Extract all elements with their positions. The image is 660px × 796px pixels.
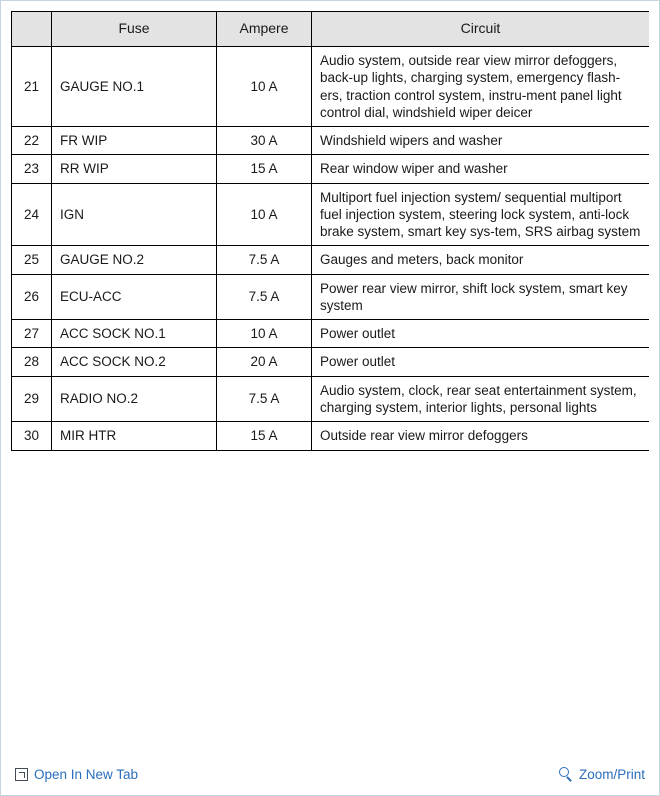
cell-number: 27 <box>12 320 52 348</box>
viewer-footer <box>11 753 649 795</box>
table-body <box>12 47 650 451</box>
cell-number: 21 <box>12 47 52 127</box>
column-header-circuit: Circuit <box>312 12 650 47</box>
cell-ampere: 15 A <box>217 155 312 183</box>
table-row <box>12 320 650 348</box>
cell-number: 24 <box>12 183 52 246</box>
table-row <box>12 274 650 320</box>
cell-number: 29 <box>12 376 52 422</box>
cell-fuse: RADIO NO.2 <box>52 376 217 422</box>
cell-ampere: 10 A <box>217 320 312 348</box>
cell-fuse: MIR HTR <box>52 422 217 450</box>
table-row <box>12 348 650 376</box>
table-row <box>12 246 650 274</box>
cell-number: 22 <box>12 127 52 155</box>
cell-fuse: GAUGE NO.2 <box>52 246 217 274</box>
table-row <box>12 183 650 246</box>
fuse-table-container <box>11 11 649 753</box>
cell-number: 26 <box>12 274 52 320</box>
cell-circuit: Power rear view mirror, shift lock system, smart key system <box>312 274 650 320</box>
cell-fuse: GAUGE NO.1 <box>52 47 217 127</box>
open-in-new-tab-icon <box>15 768 28 781</box>
cell-fuse: RR WIP <box>52 155 217 183</box>
zoom-print-button[interactable] <box>559 767 645 782</box>
cell-fuse: ECU-ACC <box>52 274 217 320</box>
cell-circuit: Audio system, clock, rear seat entertainment system, charging system, interior lights, personal lights <box>312 376 650 422</box>
cell-number: 23 <box>12 155 52 183</box>
table-row <box>12 127 650 155</box>
cell-ampere: 7.5 A <box>217 376 312 422</box>
column-header-ampere: Ampere <box>217 12 312 47</box>
cell-circuit: Power outlet <box>312 348 650 376</box>
cell-circuit: Rear window wiper and washer <box>312 155 650 183</box>
cell-fuse: ACC SOCK NO.2 <box>52 348 217 376</box>
table-row <box>12 422 650 450</box>
table-header <box>12 12 650 47</box>
cell-fuse: FR WIP <box>52 127 217 155</box>
cell-ampere: 10 A <box>217 47 312 127</box>
cell-circuit: Windshield wipers and washer <box>312 127 650 155</box>
open-in-new-tab-button[interactable] <box>15 767 138 782</box>
magnifier-icon <box>559 767 573 781</box>
cell-fuse: IGN <box>52 183 217 246</box>
cell-ampere: 7.5 A <box>217 246 312 274</box>
cell-number: 25 <box>12 246 52 274</box>
cell-circuit: Power outlet <box>312 320 650 348</box>
cell-fuse: ACC SOCK NO.1 <box>52 320 217 348</box>
cell-ampere: 15 A <box>217 422 312 450</box>
zoom-print-label: Zoom/Print <box>578 766 645 782</box>
cell-ampere: 10 A <box>217 183 312 246</box>
open-in-new-tab-label: Open In New Tab <box>34 766 139 782</box>
table-row <box>12 376 650 422</box>
cell-ampere: 7.5 A <box>217 274 312 320</box>
cell-circuit: Gauges and meters, back monitor <box>312 246 650 274</box>
cell-number: 30 <box>12 422 52 450</box>
cell-circuit: Outside rear view mirror defoggers <box>312 422 650 450</box>
table-row <box>12 47 650 127</box>
cell-ampere: 30 A <box>217 127 312 155</box>
column-header-fuse: Fuse <box>52 12 217 47</box>
fuse-table <box>11 11 649 451</box>
cell-circuit: Multiport fuel injection system/ sequential multiport fuel injection system, steering lock system, anti-lock brake system, smart key sys-tem, SRS airbag system <box>312 183 650 246</box>
table-header-row <box>12 12 650 47</box>
cell-circuit: Audio system, outside rear view mirror defoggers, back-up lights, charging system, emergency flash-ers, traction control system, instru-ment panel light control dial, windshield wiper deicer <box>312 47 650 127</box>
column-header-number <box>12 12 52 47</box>
cell-number: 28 <box>12 348 52 376</box>
table-row <box>12 155 650 183</box>
cell-ampere: 20 A <box>217 348 312 376</box>
